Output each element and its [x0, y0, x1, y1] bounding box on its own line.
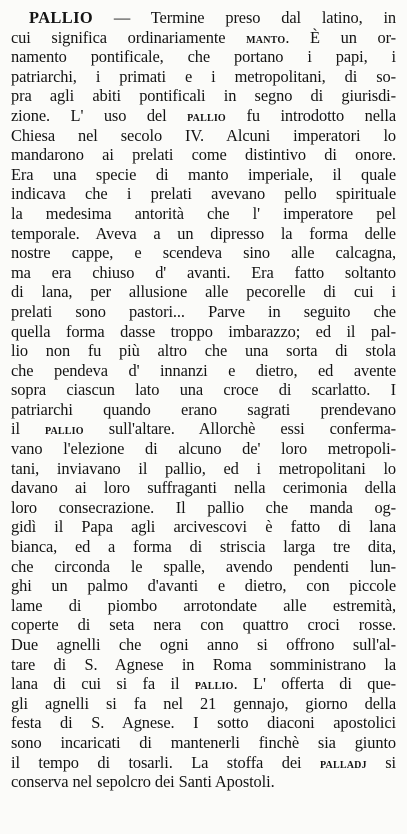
text-line: [11, 341, 396, 361]
text-line: [11, 28, 396, 48]
text-line: [11, 576, 396, 596]
text-line: [11, 713, 396, 733]
text-line: [11, 694, 396, 714]
text-run: gidì il Papa agli arcivescovi è fatto di lana: [11, 517, 396, 537]
text-run: fu introdotto nella: [225, 105, 396, 125]
text-run: coperte di seta nera con quattro croci rosse.: [11, 615, 396, 635]
text-run: namento pontificale, che portano i papi, i: [11, 47, 396, 67]
text-run: temporale. Aveva a un dipresso la forma delle: [11, 223, 396, 243]
text-run: si: [366, 752, 396, 772]
small-caps-term: palladj: [319, 756, 367, 772]
text-run: lio non fu più altro che una sorta di stola: [11, 341, 396, 361]
text-run: ma era chiuso d' avanti. Era fatto soltanto: [11, 262, 396, 282]
text-line: [11, 733, 396, 753]
text-line: [11, 419, 396, 439]
text-run: sopra ciascun lato una croce di scarlatto. I: [11, 380, 396, 400]
text-run: festa di S. Agnese. I sotto diaconi apostolici: [11, 713, 396, 733]
text-line: [11, 772, 396, 792]
text-run: ghi un palmo d'avanti e dietro, con piccole: [11, 576, 396, 596]
text-run: lana di cui si fa il: [11, 674, 195, 694]
text-run: la medesima antorità che l' imperatore pel: [11, 203, 396, 223]
small-caps-term: pallio: [44, 423, 84, 439]
text-run: sono incaricati di mantenerli finchè sia giunto: [11, 732, 396, 752]
text-run: indicava che i prelati avevano pello spirituale: [11, 184, 396, 204]
text-line: [11, 106, 396, 126]
text-run: . L' offerta di que-: [233, 674, 396, 694]
text-run: Due agnelli che ogni anno si offrono sull'al-: [11, 635, 396, 654]
text-run: Chiesa nel secolo IV. Alcuni imperatori lo: [11, 125, 396, 145]
text-line: [11, 537, 396, 557]
text-line: [11, 184, 396, 204]
text-run: lame di piombo arrotondate alle estremità,: [11, 595, 396, 615]
text-line: [11, 165, 396, 185]
text-line: [11, 498, 396, 518]
text-line: [11, 459, 396, 479]
text-line: [11, 478, 396, 498]
text-line: [11, 47, 396, 67]
text-run: prelati sono pastori... Parve in seguito che: [11, 301, 396, 321]
text-line: [11, 655, 396, 675]
text-line: [11, 282, 396, 302]
text-run: gli agnelli si fa nel 21 gennajo, giorno della: [11, 693, 396, 713]
text-run: mandarono ai prelati come distintivo di onore.: [11, 145, 396, 165]
text-line: [11, 635, 396, 655]
text-line: [11, 439, 396, 459]
text-line: [11, 224, 396, 244]
text-run: vano l'elezione di alcuno de' loro metropoli-: [11, 439, 396, 459]
text-run: quella forma dasse troppo imbarazzo; ed il pal-: [11, 321, 396, 341]
text-line: [11, 86, 396, 106]
text-line: [11, 557, 396, 577]
text-run: zione. L' uso del: [11, 105, 188, 125]
text-run: sull'altare. Allorchè essi conferma-: [83, 419, 397, 439]
text-run: loro consecrazione. Il pallio che manda og-: [11, 497, 396, 517]
text-line: [11, 361, 396, 381]
text-line: [11, 204, 396, 224]
text-run: il: [11, 419, 45, 439]
small-caps-term: pallio: [194, 678, 234, 694]
text-line: [11, 615, 396, 635]
text-run: patriarchi quando erano sagrati prendevano: [11, 399, 396, 419]
text-run: . È un or-: [285, 27, 396, 47]
text-run: che pendeva d' innanzi e dietro, ed avente: [11, 360, 396, 380]
text-line: [11, 302, 396, 322]
text-line: [11, 126, 396, 146]
text-line: [11, 753, 396, 773]
text-run: patriarchi, i primati e i metropolitani, di so-: [11, 66, 396, 86]
text-run: nostre cappe, e scendeva sino alle calcagna,: [11, 243, 396, 263]
text-run: — Termine preso dal latino, in: [93, 8, 396, 27]
text-line: [11, 400, 396, 420]
text-run: cui significa ordinariamente: [11, 27, 247, 47]
text-run: bianca, ed a forma di striscia larga tre dita,: [11, 537, 396, 557]
text-line: [11, 243, 396, 263]
text-run: tani, inviavano il pallio, ed i metropolitani lo: [11, 458, 396, 478]
text-line: [11, 517, 396, 537]
small-caps-term: pallio: [187, 109, 226, 125]
text-line: [11, 322, 396, 342]
text-run: conserva nel sepolcro dei Santi Apostoli.: [11, 772, 275, 792]
text-line: [11, 145, 396, 165]
text-line: [11, 380, 396, 400]
text-line: [11, 674, 396, 694]
entry-headword: PALLIO: [29, 8, 94, 27]
small-caps-term: manto: [246, 31, 286, 47]
text-run: davano ai loro suffraganti nella cerimonia della: [11, 478, 396, 498]
text-run: il tempo di tosarli. La stoffa dei: [11, 752, 320, 772]
text-line: [11, 67, 396, 87]
text-line: [11, 263, 396, 283]
text-run: Era una specie di manto imperiale, il quale: [11, 164, 396, 184]
text-run: pra agli abiti pontificali in segno di giurisdi-: [11, 86, 396, 106]
dictionary-entry-pallio: [11, 8, 396, 792]
text-run: che circonda le spalle, avendo pendenti lun-: [11, 556, 396, 576]
text-line: [11, 596, 396, 616]
text-run: tare di S. Agnese in Roma somministrano la: [11, 654, 396, 674]
text-run: di lana, per allusione alle pecorelle di cui i: [11, 282, 396, 302]
text-line: [11, 8, 396, 28]
